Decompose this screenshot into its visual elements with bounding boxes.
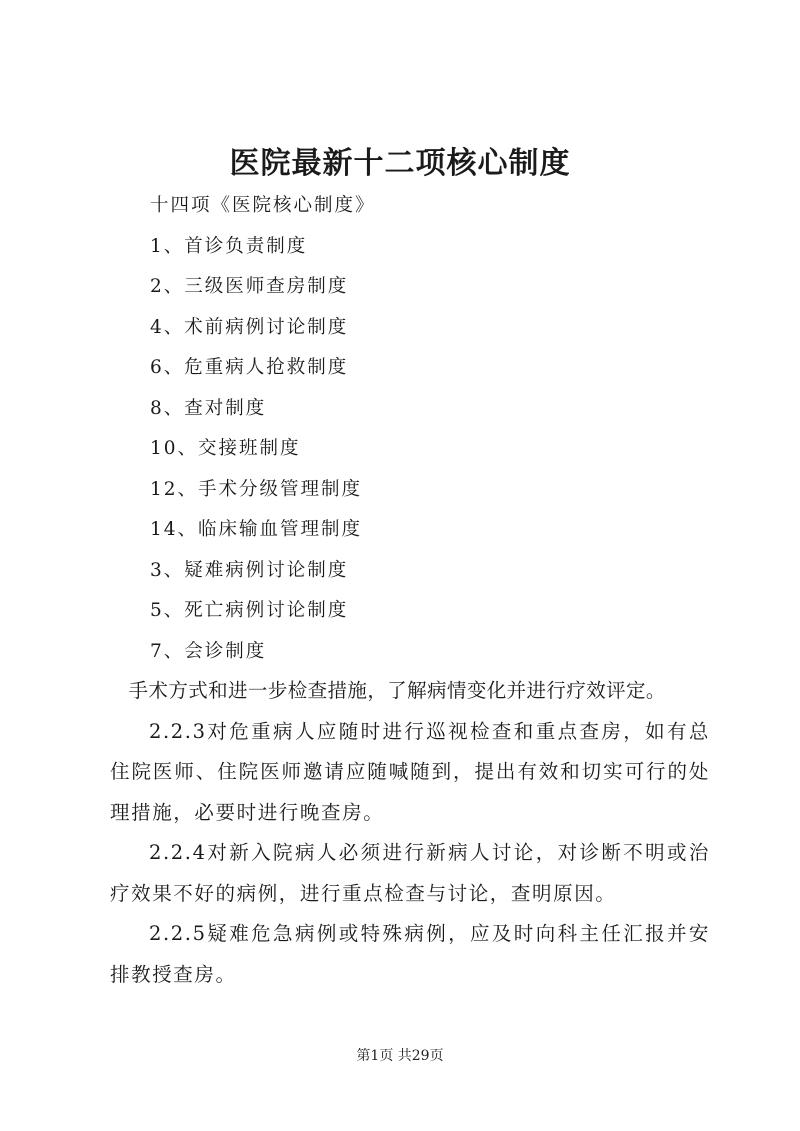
list-item: 2、三级医师查房制度 bbox=[150, 276, 349, 297]
core-system-list bbox=[150, 186, 710, 672]
page-title: 医院最新十二项核心制度 bbox=[229, 146, 571, 181]
paragraph: 2.2.3对危重病人应随时进行巡视检查和重点查房，如有总住院医师、住院医师邀请应随喊随到，提出有效和切实可行的处理措施，必要时进行晚查房。 bbox=[110, 719, 710, 824]
list-item: 8、查对制度 bbox=[150, 397, 267, 419]
body-text bbox=[110, 671, 710, 995]
page-footer: 第1页 共29页 bbox=[356, 1048, 444, 1064]
list-heading: 十四项《医院核心制度》 bbox=[150, 195, 376, 216]
paragraph: 2.2.4对新入院病人必须进行新病人讨论，对诊断不明或治疗效果不好的病例，进行重点检查与讨论，查明原因。 bbox=[110, 841, 710, 905]
list-item: 3、疑难病例讨论制度 bbox=[150, 559, 349, 581]
list-item: 12、手术分级管理制度 bbox=[150, 478, 363, 500]
list-item: 5、死亡病例讨论制度 bbox=[150, 600, 349, 621]
paragraph: 手术方式和进一步检查措施，了解病情变化并进行疗效评定。 bbox=[128, 679, 666, 702]
list-item: 6、危重病人抢救制度 bbox=[150, 357, 349, 378]
paragraph: 2.2.5疑难危急病例或特殊病例，应及时向科主任汇报并安排教授查房。 bbox=[110, 922, 710, 986]
list-item: 14、临床输血管理制度 bbox=[150, 519, 363, 540]
list-item: 4、术前病例讨论制度 bbox=[150, 316, 349, 338]
list-item: 1、首诊负责制度 bbox=[150, 235, 308, 257]
list-item: 10、交接班制度 bbox=[150, 438, 301, 459]
list-item: 7、会诊制度 bbox=[150, 640, 267, 662]
